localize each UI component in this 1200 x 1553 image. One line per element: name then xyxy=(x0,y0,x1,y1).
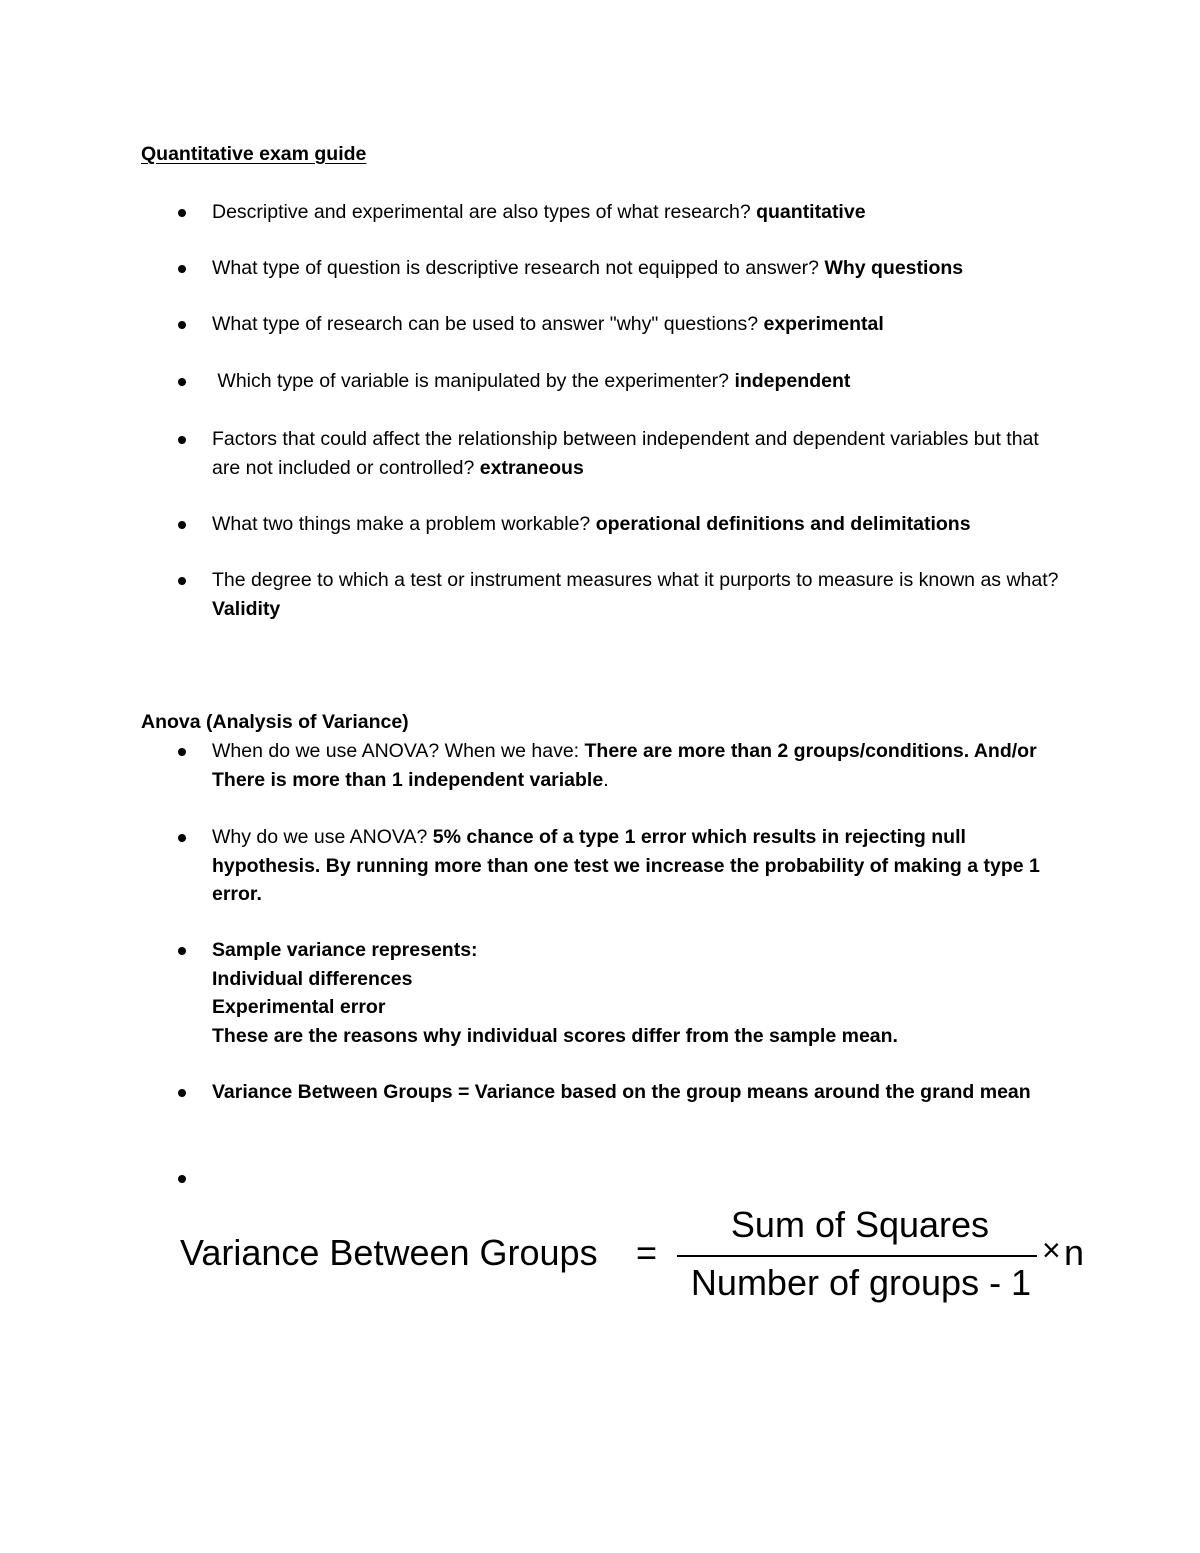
formula-denominator: Number of groups - 1 xyxy=(690,1262,1032,1303)
list-item xyxy=(212,367,1072,396)
list-item xyxy=(212,310,1072,339)
question-text: Factors that could affect the relationship between independent and dependent variables but that are not included or controlled? xyxy=(212,428,1039,479)
definition-text: Variance Between Groups = Variance based on the group means around the grand mean xyxy=(212,1081,1031,1103)
list-item xyxy=(212,254,1072,283)
question-text: When do we use ANOVA? When we have: xyxy=(212,740,585,762)
variance-formula xyxy=(180,1204,1100,1314)
multiply-sign: × xyxy=(1042,1232,1061,1268)
bullet-icon xyxy=(178,1175,186,1183)
question-text: What type of research can be used to answer "why" questions? xyxy=(212,313,764,335)
list-item xyxy=(212,823,1072,909)
bullet-icon xyxy=(178,436,186,444)
answer-text: experimental xyxy=(763,313,884,335)
answer-period: . xyxy=(603,768,609,791)
list-item xyxy=(212,425,1072,482)
bullet-icon xyxy=(178,947,186,955)
list-item xyxy=(212,737,1072,794)
bullet-icon xyxy=(178,748,186,756)
sample-variance-point: Experimental error xyxy=(212,996,386,1018)
list-item xyxy=(212,566,1072,623)
list-item xyxy=(212,510,1072,539)
section-title-quantitative: Quantitative exam guide xyxy=(141,143,367,165)
bullet-icon xyxy=(178,834,186,842)
bullet-icon xyxy=(178,577,186,585)
formula-numerator: Sum of Squares xyxy=(730,1204,990,1245)
list-item xyxy=(212,936,1072,1050)
bullet-icon xyxy=(178,321,186,329)
question-text: Which type of variable is manipulated by the experimenter? xyxy=(212,370,735,392)
bullet-icon xyxy=(178,521,186,529)
answer-text: independent xyxy=(734,370,851,392)
sample-variance-note: These are the reasons why individual scores differ from the sample mean. xyxy=(212,1024,898,1047)
list-item xyxy=(212,198,1072,227)
answer-text: Why questions xyxy=(824,257,964,279)
sample-variance-point: Individual differences xyxy=(212,967,413,990)
bullet-icon xyxy=(178,1089,186,1097)
bullet-icon xyxy=(178,378,186,386)
formula-lhs: Variance Between Groups xyxy=(180,1232,598,1273)
list-item xyxy=(212,1078,1072,1107)
answer-text: operational definitions and delimitations xyxy=(595,513,971,535)
section-title-anova: Anova (Analysis of Variance) xyxy=(141,711,409,733)
question-text: What type of question is descriptive research not equipped to answer? xyxy=(212,257,825,279)
sample-variance-heading: Sample variance represents: xyxy=(212,939,478,961)
question-text: The degree to which a test or instrument measures what it purports to measure is known as what? xyxy=(212,569,1059,591)
answer-text: 5% chance of a type 1 error which results in rejecting null hypothesis. By running more than one test we increase the probability of making a type 1 error. xyxy=(212,826,1040,905)
formula-n: n xyxy=(1064,1232,1085,1273)
answer-text: Validity xyxy=(212,597,281,620)
answer-text: extraneous xyxy=(479,456,584,479)
bullet-icon xyxy=(178,265,186,273)
answer-text: quantitative xyxy=(756,201,866,223)
question-text: Descriptive and experimental are also types of what research? xyxy=(212,201,757,223)
equals-sign: = xyxy=(636,1232,658,1273)
bullet-icon xyxy=(178,209,186,217)
answer-text: There are more than 2 groups/conditions. And/or There is more than 1 independent variable xyxy=(212,740,1037,791)
fraction-bar xyxy=(677,1255,1037,1257)
question-text: Why do we use ANOVA? xyxy=(212,826,433,848)
question-text: What two things make a problem workable? xyxy=(212,513,596,535)
